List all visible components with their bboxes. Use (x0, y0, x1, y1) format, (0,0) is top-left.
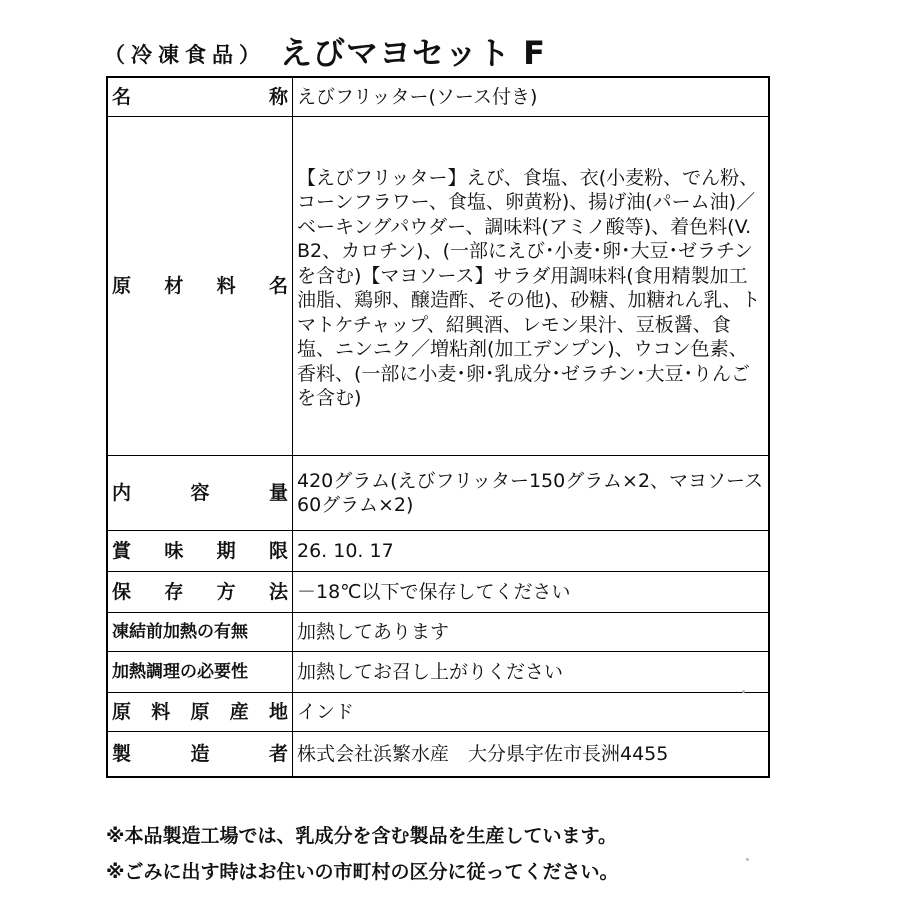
product-title: えびマヨセット F (280, 34, 547, 72)
table-row-preheated (107, 613, 769, 652)
label-char: 料 (216, 274, 236, 297)
label-text: 加熱調理の必要性 (112, 662, 248, 683)
notes (106, 818, 806, 890)
label-char: 賞 (112, 539, 132, 562)
label-cooking (107, 652, 293, 693)
label-contents (107, 456, 293, 531)
label-char: 量 (268, 481, 288, 504)
value-contents: 420グラム(えびフリッター150グラム×2、マヨソース60グラム×2) (293, 456, 770, 531)
table-row-name (107, 77, 769, 117)
label-char: 料 (151, 700, 171, 723)
label-char: 味 (164, 539, 184, 562)
label-char: 名 (268, 274, 288, 297)
label-char: 期 (216, 539, 236, 562)
label-char: 原 (112, 274, 132, 297)
table-row-best-before (107, 531, 769, 572)
table-row-cooking (107, 652, 769, 693)
speck-mark (746, 858, 749, 861)
label-text (112, 85, 288, 110)
label-char: 名 (112, 85, 132, 108)
label-storage (107, 572, 293, 613)
table-row-contents (107, 456, 769, 531)
label-char: 容 (190, 481, 210, 504)
label-char: 製 (112, 742, 132, 765)
table-row-manufacturer (107, 732, 769, 778)
category-label: （冷凍食品） (104, 43, 266, 67)
label-text (112, 742, 288, 767)
note-allergen: ※本品製造工場では、乳成分を含む製品を生産しています。 (106, 825, 617, 847)
label-char: 造 (190, 742, 210, 765)
table-row-ingredients (107, 117, 769, 456)
label-origin (107, 693, 293, 732)
label-name (107, 77, 293, 117)
label-char: 原 (190, 700, 210, 723)
product-header (104, 30, 546, 74)
value-origin: インド (293, 693, 770, 732)
label-text (112, 580, 288, 605)
value-name: えびフリッター(ソース付き) (293, 77, 770, 117)
label-ingredients (107, 117, 293, 456)
label-char: 法 (268, 580, 288, 603)
value-manufacturer: 株式会社浜繁水産 大分県宇佐市長洲4455 (293, 732, 770, 778)
speck-mark (742, 690, 745, 693)
note-disposal: ※ごみに出す時はお住いの市町村の区分に従ってください。 (106, 861, 619, 883)
label-char: 存 (164, 580, 184, 603)
label-text (112, 274, 288, 299)
food-label-table (106, 76, 770, 778)
label-char: 原 (112, 700, 132, 723)
label-text (112, 539, 288, 564)
label-text: 凍結前加熱の有無 (112, 622, 248, 643)
label-best-before (107, 531, 293, 572)
label-char: 地 (268, 700, 288, 723)
label-char: 保 (112, 580, 132, 603)
label-char: 限 (268, 539, 288, 562)
label-char: 称 (268, 85, 288, 108)
value-cooking: 加熱してお召し上がりください (293, 652, 770, 693)
label-char: 材 (164, 274, 184, 297)
ingredients-text: 【えびフリッター】えび、食塩、衣(小麦粉、でん粉、コーンフラワー、食塩、卵黄粉)、揚げ油(パーム油)／ベーキングパウダー、調味料(アミノ酸等)、着色料(V. B2、カロチン)、(一部にえび･小麦･卵･大豆･ゼラチンを含む)【マヨソース】サラダ用調味料(食用精製加工油脂、鶏卵、醸造酢、その他)、砂糖、加糖れん乳、トマトケチャップ、紹興酒、レモン果汁、豆板醤、食塩、ニンニク／増粘剤(加工デンプン)、ウコン色素、香料、(一部に小麦･卵･乳成分･ゼラチン･大豆･りんごを含む) (297, 166, 761, 409)
value-best-before: 26. 10. 17 (293, 531, 770, 572)
label-text (112, 481, 288, 506)
table-row-storage (107, 572, 769, 613)
table-row-origin (107, 693, 769, 732)
label-char: 方 (216, 580, 236, 603)
value-ingredients (293, 117, 770, 456)
label-char: 者 (268, 742, 288, 765)
value-storage: －18℃以下で保存してください (293, 572, 770, 613)
value-preheated: 加熱してあります (293, 613, 770, 652)
label-char: 産 (229, 700, 249, 723)
label-text (112, 700, 288, 725)
label-preheated (107, 613, 293, 652)
label-char: 内 (112, 481, 132, 504)
label-manufacturer (107, 732, 293, 778)
